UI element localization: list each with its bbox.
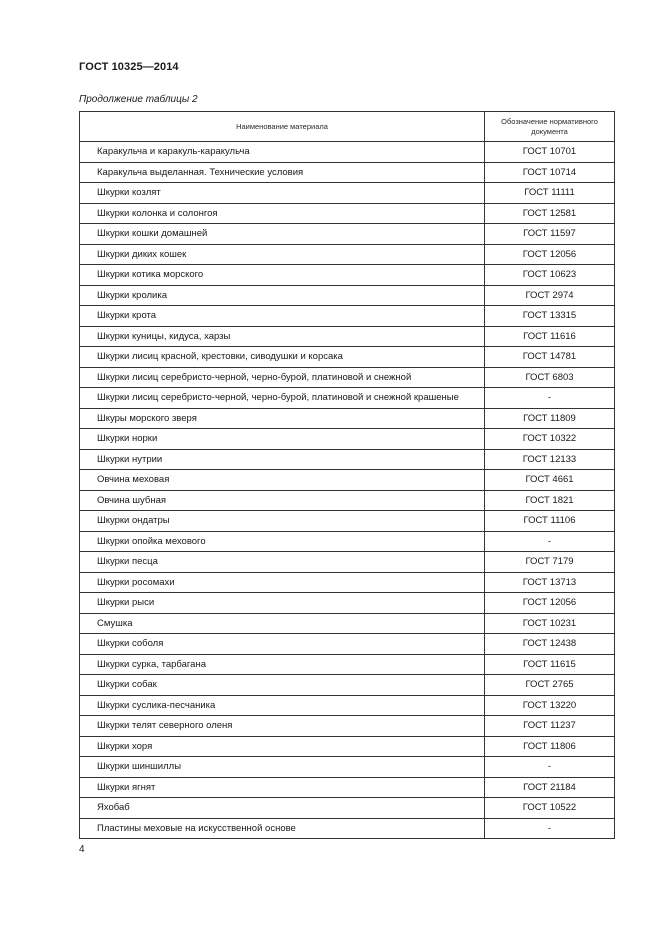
standard-code-cell: ГОСТ 11806 bbox=[485, 736, 615, 757]
material-name-cell: Шкурки суслика-песчаника bbox=[80, 695, 485, 716]
table-row bbox=[80, 470, 615, 491]
table-row bbox=[80, 244, 615, 265]
material-name-cell: Шкурки ягнят bbox=[80, 777, 485, 798]
standard-code-cell: ГОСТ 13713 bbox=[485, 572, 615, 593]
table-row bbox=[80, 736, 615, 757]
table-row bbox=[80, 142, 615, 163]
table-row bbox=[80, 593, 615, 614]
standard-code-cell: ГОСТ 11106 bbox=[485, 511, 615, 532]
material-name-cell: Шкурки рыси bbox=[80, 593, 485, 614]
table-row bbox=[80, 695, 615, 716]
standard-code-cell: ГОСТ 7179 bbox=[485, 552, 615, 573]
standard-code-cell: ГОСТ 10231 bbox=[485, 613, 615, 634]
standard-code-cell: ГОСТ 12056 bbox=[485, 593, 615, 614]
material-name-cell: Пластины меховые на искусственной основе bbox=[80, 818, 485, 839]
standard-code-cell: ГОСТ 10701 bbox=[485, 142, 615, 163]
material-name-cell: Шкурки кролика bbox=[80, 285, 485, 306]
page-number: 4 bbox=[79, 844, 85, 855]
table-header-row bbox=[80, 112, 615, 142]
table-row bbox=[80, 408, 615, 429]
standard-code-cell: ГОСТ 11237 bbox=[485, 716, 615, 737]
material-name-cell: Шкурки ондатры bbox=[80, 511, 485, 532]
material-name-cell: Шкурки диких кошек bbox=[80, 244, 485, 265]
table-row bbox=[80, 326, 615, 347]
standard-code-cell: ГОСТ 11809 bbox=[485, 408, 615, 429]
material-name-cell: Шкурки крота bbox=[80, 306, 485, 327]
table-row bbox=[80, 367, 615, 388]
material-name-cell: Шкурки кошки домашней bbox=[80, 224, 485, 245]
material-name-cell: Шкурки опойка мехового bbox=[80, 531, 485, 552]
table-row bbox=[80, 716, 615, 737]
material-name-cell: Шкурки норки bbox=[80, 429, 485, 450]
standard-code-cell: ГОСТ 2974 bbox=[485, 285, 615, 306]
table-row bbox=[80, 224, 615, 245]
table-row bbox=[80, 531, 615, 552]
material-name-cell: Овчина шубная bbox=[80, 490, 485, 511]
standard-code-cell: ГОСТ 4661 bbox=[485, 470, 615, 491]
material-name-cell: Смушка bbox=[80, 613, 485, 634]
standard-code-cell: ГОСТ 11615 bbox=[485, 654, 615, 675]
standard-code-cell: ГОСТ 14781 bbox=[485, 347, 615, 368]
table-row bbox=[80, 449, 615, 470]
table-row bbox=[80, 265, 615, 286]
table-caption: Продолжение таблицы 2 bbox=[79, 94, 198, 105]
standard-code-cell: ГОСТ 13220 bbox=[485, 695, 615, 716]
standard-code-cell: ГОСТ 6803 bbox=[485, 367, 615, 388]
table-row bbox=[80, 634, 615, 655]
material-name-cell: Шкурки котика морского bbox=[80, 265, 485, 286]
standard-code-cell: ГОСТ 1821 bbox=[485, 490, 615, 511]
table-row bbox=[80, 654, 615, 675]
materials-table bbox=[79, 111, 615, 839]
material-name-cell: Шкуры морского зверя bbox=[80, 408, 485, 429]
table-row bbox=[80, 757, 615, 778]
standard-code-cell: ГОСТ 10322 bbox=[485, 429, 615, 450]
standard-code-cell: ГОСТ 11616 bbox=[485, 326, 615, 347]
standard-code-cell: ГОСТ 10522 bbox=[485, 798, 615, 819]
standard-code-cell: ГОСТ 13315 bbox=[485, 306, 615, 327]
material-name-cell: Шкурки соболя bbox=[80, 634, 485, 655]
material-name-cell: Шкурки лисиц серебристо-черной, черно-бурой, платиновой и снежной крашеные bbox=[80, 388, 485, 409]
standard-code-cell: - bbox=[485, 388, 615, 409]
table-row bbox=[80, 511, 615, 532]
material-name-cell: Шкурки куницы, кидуса, харзы bbox=[80, 326, 485, 347]
table-row bbox=[80, 572, 615, 593]
table-row bbox=[80, 429, 615, 450]
standard-code-cell: ГОСТ 12581 bbox=[485, 203, 615, 224]
material-name-cell: Шкурки росомахи bbox=[80, 572, 485, 593]
table-row bbox=[80, 162, 615, 183]
table-row bbox=[80, 798, 615, 819]
standard-code-cell: ГОСТ 21184 bbox=[485, 777, 615, 798]
table-row bbox=[80, 818, 615, 839]
standard-code-cell: ГОСТ 12133 bbox=[485, 449, 615, 470]
material-name-cell: Шкурки колонка и солонгоя bbox=[80, 203, 485, 224]
material-name-cell: Шкурки хоря bbox=[80, 736, 485, 757]
material-name-cell: Шкурки лисиц серебристо-черной, черно-бурой, платиновой и снежной bbox=[80, 367, 485, 388]
material-name-cell: Яхобаб bbox=[80, 798, 485, 819]
standard-code-cell: ГОСТ 2765 bbox=[485, 675, 615, 696]
document-header: ГОСТ 10325—2014 bbox=[79, 61, 179, 73]
standard-code-cell: ГОСТ 12056 bbox=[485, 244, 615, 265]
table-row bbox=[80, 613, 615, 634]
material-name-cell: Шкурки козлят bbox=[80, 183, 485, 204]
table-body bbox=[80, 142, 615, 839]
material-name-cell: Овчина меховая bbox=[80, 470, 485, 491]
material-name-cell: Каракульча выделанная. Технические условия bbox=[80, 162, 485, 183]
material-name-cell: Шкурки лисиц красной, крестовки, сиводушки и корсака bbox=[80, 347, 485, 368]
material-name-cell: Шкурки песца bbox=[80, 552, 485, 573]
standard-code-cell: ГОСТ 10623 bbox=[485, 265, 615, 286]
standard-code-cell: ГОСТ 10714 bbox=[485, 162, 615, 183]
table-row bbox=[80, 347, 615, 368]
material-name-cell: Шкурки нутрии bbox=[80, 449, 485, 470]
table-row bbox=[80, 490, 615, 511]
table-row bbox=[80, 285, 615, 306]
table-row bbox=[80, 306, 615, 327]
table-row bbox=[80, 388, 615, 409]
table-row bbox=[80, 552, 615, 573]
standard-code-cell: - bbox=[485, 757, 615, 778]
material-name-cell: Шкурки сурка, тарбагана bbox=[80, 654, 485, 675]
standard-code-cell: ГОСТ 12438 bbox=[485, 634, 615, 655]
table-row bbox=[80, 777, 615, 798]
table-row bbox=[80, 203, 615, 224]
material-name-cell: Каракульча и каракуль-каракульча bbox=[80, 142, 485, 163]
column-header-material-name: Наименование материала bbox=[80, 112, 485, 142]
standard-code-cell: - bbox=[485, 531, 615, 552]
standard-code-cell: ГОСТ 11111 bbox=[485, 183, 615, 204]
table-row bbox=[80, 675, 615, 696]
standard-code-cell: ГОСТ 11597 bbox=[485, 224, 615, 245]
material-name-cell: Шкурки собак bbox=[80, 675, 485, 696]
table-row bbox=[80, 183, 615, 204]
material-name-cell: Шкурки телят северного оленя bbox=[80, 716, 485, 737]
material-name-cell: Шкурки шиншиллы bbox=[80, 757, 485, 778]
column-header-standard-designation: Обозначение нормативного документа bbox=[485, 112, 615, 142]
standard-code-cell: - bbox=[485, 818, 615, 839]
